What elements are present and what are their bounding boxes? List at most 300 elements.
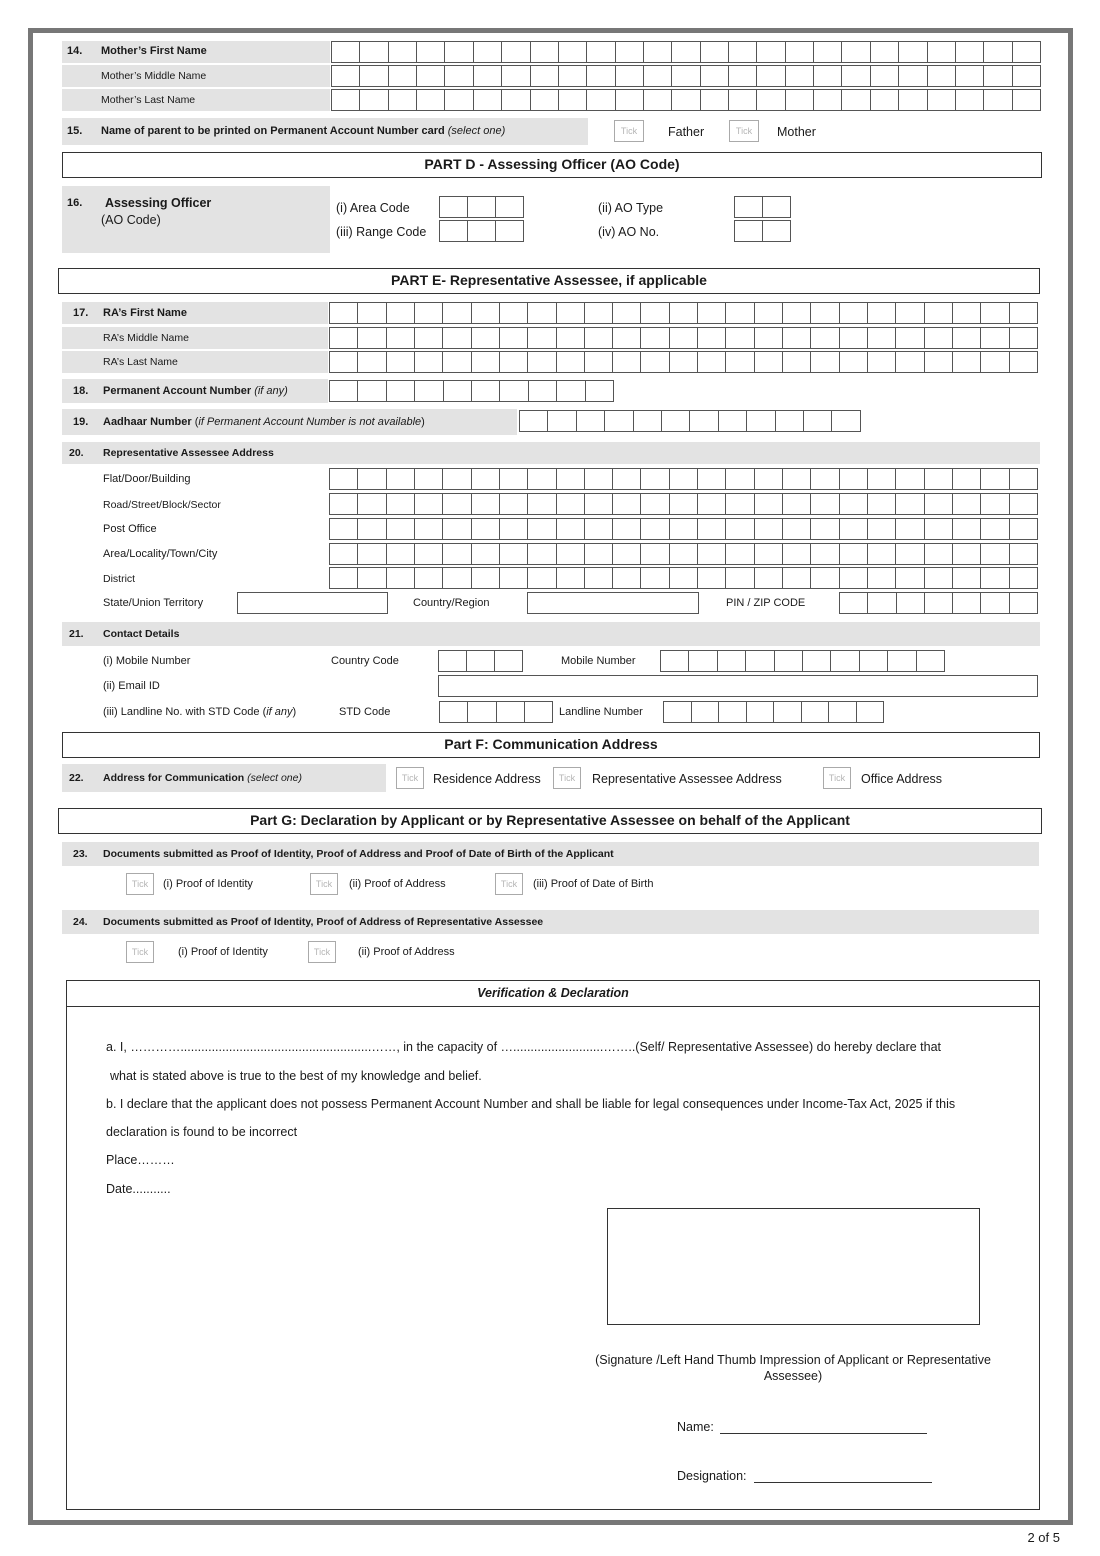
char-box[interactable] — [530, 89, 559, 111]
char-box[interactable] — [867, 327, 896, 349]
char-box[interactable] — [895, 493, 924, 515]
char-box[interactable] — [895, 327, 924, 349]
char-box[interactable] — [785, 89, 814, 111]
char-box[interactable] — [357, 327, 386, 349]
char-box[interactable] — [1012, 65, 1041, 87]
char-box[interactable] — [357, 468, 386, 490]
char-box[interactable] — [386, 493, 415, 515]
char-box[interactable] — [839, 518, 868, 540]
char-box[interactable] — [471, 543, 500, 565]
char-box[interactable] — [661, 410, 690, 432]
char-box[interactable] — [867, 351, 896, 373]
residence-tickbox[interactable]: Tick — [396, 767, 424, 789]
char-box[interactable] — [952, 302, 981, 324]
char-box[interactable] — [924, 468, 953, 490]
char-box[interactable] — [329, 567, 358, 589]
char-box[interactable] — [643, 89, 672, 111]
q24-address-tickbox[interactable]: Tick — [308, 941, 336, 963]
char-box[interactable] — [499, 468, 528, 490]
char-box[interactable] — [527, 302, 556, 324]
char-box[interactable] — [839, 567, 868, 589]
char-box[interactable] — [697, 567, 726, 589]
char-box[interactable] — [952, 567, 981, 589]
char-box[interactable] — [980, 351, 1009, 373]
char-box[interactable] — [828, 701, 857, 723]
char-box[interactable] — [444, 65, 473, 87]
char-box[interactable] — [980, 468, 1009, 490]
char-box[interactable] — [867, 592, 896, 614]
char-box[interactable] — [754, 327, 783, 349]
char-box[interactable] — [501, 65, 530, 87]
char-box[interactable] — [813, 41, 842, 63]
char-box[interactable] — [887, 650, 916, 672]
char-box[interactable] — [782, 351, 811, 373]
char-box[interactable] — [839, 592, 868, 614]
char-box[interactable] — [496, 701, 525, 723]
char-box[interactable] — [700, 89, 729, 111]
char-box[interactable] — [895, 567, 924, 589]
char-box[interactable] — [527, 518, 556, 540]
char-box[interactable] — [499, 302, 528, 324]
char-box[interactable] — [839, 327, 868, 349]
char-box[interactable] — [329, 543, 358, 565]
char-box[interactable] — [471, 351, 500, 373]
char-box[interactable] — [357, 543, 386, 565]
char-box[interactable] — [640, 327, 669, 349]
char-box[interactable] — [584, 327, 613, 349]
char-box[interactable] — [1009, 351, 1038, 373]
char-box[interactable] — [895, 468, 924, 490]
char-box[interactable] — [839, 543, 868, 565]
char-box[interactable] — [669, 518, 698, 540]
char-box[interactable] — [640, 468, 669, 490]
char-box[interactable] — [980, 543, 1009, 565]
char-box[interactable] — [501, 41, 530, 63]
char-box[interactable] — [754, 493, 783, 515]
char-box[interactable] — [669, 302, 698, 324]
char-box[interactable] — [556, 351, 585, 373]
area-code-boxes[interactable] — [439, 196, 524, 218]
mother-last-name-boxes[interactable] — [331, 89, 1041, 111]
char-box[interactable] — [329, 518, 358, 540]
char-box[interactable] — [527, 493, 556, 515]
char-box[interactable] — [756, 41, 785, 63]
char-box[interactable] — [697, 493, 726, 515]
char-box[interactable] — [501, 89, 530, 111]
char-box[interactable] — [700, 41, 729, 63]
char-box[interactable] — [924, 567, 953, 589]
char-box[interactable] — [633, 410, 662, 432]
char-box[interactable] — [556, 518, 585, 540]
char-box[interactable] — [329, 493, 358, 515]
ao-type-boxes[interactable] — [734, 196, 791, 218]
char-box[interactable] — [671, 65, 700, 87]
char-box[interactable] — [386, 468, 415, 490]
char-box[interactable] — [728, 65, 757, 87]
ra-aadhaar-boxes[interactable] — [519, 410, 861, 432]
char-box[interactable] — [734, 220, 763, 242]
char-box[interactable] — [442, 567, 471, 589]
char-box[interactable] — [810, 327, 839, 349]
char-box[interactable] — [870, 41, 899, 63]
char-box[interactable] — [691, 701, 720, 723]
char-box[interactable] — [725, 468, 754, 490]
char-box[interactable] — [388, 41, 417, 63]
char-box[interactable] — [663, 701, 692, 723]
char-box[interactable] — [725, 493, 754, 515]
char-box[interactable] — [671, 89, 700, 111]
char-box[interactable] — [414, 468, 443, 490]
char-box[interactable] — [671, 41, 700, 63]
place-label[interactable]: Place……… — [106, 1153, 175, 1167]
char-box[interactable] — [612, 302, 641, 324]
char-box[interactable] — [952, 468, 981, 490]
char-box[interactable] — [473, 41, 502, 63]
char-box[interactable] — [895, 351, 924, 373]
char-box[interactable] — [831, 410, 860, 432]
char-box[interactable] — [774, 650, 803, 672]
char-box[interactable] — [499, 493, 528, 515]
char-box[interactable] — [442, 518, 471, 540]
char-box[interactable] — [471, 302, 500, 324]
signature-box[interactable] — [607, 1208, 980, 1325]
char-box[interactable] — [810, 302, 839, 324]
char-box[interactable] — [924, 327, 953, 349]
char-box[interactable] — [414, 518, 443, 540]
char-box[interactable] — [895, 302, 924, 324]
char-box[interactable] — [386, 567, 415, 589]
q23-address-tickbox[interactable]: Tick — [310, 873, 338, 895]
char-box[interactable] — [841, 41, 870, 63]
char-box[interactable] — [775, 410, 804, 432]
char-box[interactable] — [414, 302, 443, 324]
char-box[interactable] — [615, 65, 644, 87]
char-box[interactable] — [1009, 327, 1038, 349]
char-box[interactable] — [810, 351, 839, 373]
ao-no-boxes[interactable] — [734, 220, 791, 242]
char-box[interactable] — [495, 220, 524, 242]
state-field[interactable] — [237, 592, 388, 614]
char-box[interactable] — [725, 543, 754, 565]
char-box[interactable] — [640, 493, 669, 515]
char-box[interactable] — [927, 41, 956, 63]
q23-dob-tickbox[interactable]: Tick — [495, 873, 523, 895]
char-box[interactable] — [584, 493, 613, 515]
char-box[interactable] — [584, 518, 613, 540]
char-box[interactable] — [584, 468, 613, 490]
char-box[interactable] — [688, 650, 717, 672]
char-box[interactable] — [640, 543, 669, 565]
char-box[interactable] — [773, 701, 802, 723]
char-box[interactable] — [952, 543, 981, 565]
char-box[interactable] — [359, 65, 388, 87]
char-box[interactable] — [782, 518, 811, 540]
char-box[interactable] — [756, 65, 785, 87]
char-box[interactable] — [955, 41, 984, 63]
char-box[interactable] — [640, 351, 669, 373]
char-box[interactable] — [615, 41, 644, 63]
char-box[interactable] — [746, 701, 775, 723]
mobile-number-boxes[interactable] — [660, 650, 945, 672]
char-box[interactable] — [530, 41, 559, 63]
char-box[interactable] — [810, 518, 839, 540]
char-box[interactable] — [527, 567, 556, 589]
char-box[interactable] — [556, 302, 585, 324]
char-box[interactable] — [898, 89, 927, 111]
char-box[interactable] — [584, 351, 613, 373]
char-box[interactable] — [556, 468, 585, 490]
char-box[interactable] — [725, 518, 754, 540]
char-box[interactable] — [499, 351, 528, 373]
char-box[interactable] — [754, 302, 783, 324]
char-box[interactable] — [495, 196, 524, 218]
std-code-boxes[interactable] — [439, 701, 553, 723]
char-box[interactable] — [867, 468, 896, 490]
char-box[interactable] — [697, 351, 726, 373]
char-box[interactable] — [980, 493, 1009, 515]
char-box[interactable] — [527, 351, 556, 373]
char-box[interactable] — [955, 89, 984, 111]
char-box[interactable] — [725, 567, 754, 589]
char-box[interactable] — [782, 543, 811, 565]
char-box[interactable] — [585, 380, 614, 402]
char-box[interactable] — [471, 468, 500, 490]
ra-last-name-boxes[interactable] — [329, 351, 1038, 373]
char-box[interactable] — [388, 89, 417, 111]
char-box[interactable] — [697, 327, 726, 349]
char-box[interactable] — [386, 327, 415, 349]
char-box[interactable] — [612, 493, 641, 515]
char-box[interactable] — [442, 468, 471, 490]
char-box[interactable] — [841, 89, 870, 111]
char-box[interactable] — [952, 518, 981, 540]
q23-identity-tickbox[interactable]: Tick — [126, 873, 154, 895]
char-box[interactable] — [898, 41, 927, 63]
q24-identity-tickbox[interactable]: Tick — [126, 941, 154, 963]
char-box[interactable] — [524, 701, 553, 723]
char-box[interactable] — [745, 650, 774, 672]
name-line[interactable] — [720, 1433, 927, 1434]
char-box[interactable] — [416, 89, 445, 111]
char-box[interactable] — [612, 543, 641, 565]
mother-tickbox[interactable]: Tick — [729, 120, 759, 142]
char-box[interactable] — [895, 543, 924, 565]
char-box[interactable] — [467, 220, 496, 242]
char-box[interactable] — [357, 518, 386, 540]
char-box[interactable] — [386, 302, 415, 324]
char-box[interactable] — [386, 380, 415, 402]
char-box[interactable] — [1012, 89, 1041, 111]
char-box[interactable] — [414, 351, 443, 373]
char-box[interactable] — [444, 89, 473, 111]
char-box[interactable] — [856, 701, 885, 723]
char-box[interactable] — [669, 493, 698, 515]
char-box[interactable] — [697, 468, 726, 490]
char-box[interactable] — [810, 468, 839, 490]
char-box[interactable] — [669, 567, 698, 589]
char-box[interactable] — [754, 567, 783, 589]
char-box[interactable] — [439, 196, 468, 218]
char-box[interactable] — [756, 89, 785, 111]
ra-address-tickbox[interactable]: Tick — [553, 767, 581, 789]
char-box[interactable] — [782, 567, 811, 589]
char-box[interactable] — [615, 89, 644, 111]
pin-boxes[interactable] — [839, 592, 1038, 614]
char-box[interactable] — [952, 592, 981, 614]
ra-middle-name-boxes[interactable] — [329, 327, 1038, 349]
char-box[interactable] — [359, 41, 388, 63]
char-box[interactable] — [359, 89, 388, 111]
char-box[interactable] — [439, 701, 468, 723]
char-box[interactable] — [1009, 302, 1038, 324]
char-box[interactable] — [499, 327, 528, 349]
char-box[interactable] — [612, 468, 641, 490]
char-box[interactable] — [329, 468, 358, 490]
char-box[interactable] — [576, 410, 605, 432]
char-box[interactable] — [439, 220, 468, 242]
char-box[interactable] — [467, 701, 496, 723]
char-box[interactable] — [754, 518, 783, 540]
char-box[interactable] — [357, 380, 386, 402]
char-box[interactable] — [584, 567, 613, 589]
char-box[interactable] — [867, 518, 896, 540]
char-box[interactable] — [519, 410, 548, 432]
char-box[interactable] — [584, 543, 613, 565]
post-office-boxes[interactable] — [329, 518, 1038, 540]
char-box[interactable] — [700, 65, 729, 87]
char-box[interactable] — [803, 410, 832, 432]
date-label[interactable]: Date........... — [106, 1182, 171, 1196]
char-box[interactable] — [955, 65, 984, 87]
char-box[interactable] — [924, 518, 953, 540]
char-box[interactable] — [802, 650, 831, 672]
char-box[interactable] — [927, 89, 956, 111]
char-box[interactable] — [839, 302, 868, 324]
char-box[interactable] — [762, 220, 791, 242]
char-box[interactable] — [734, 196, 763, 218]
char-box[interactable] — [1009, 543, 1038, 565]
char-box[interactable] — [499, 567, 528, 589]
char-box[interactable] — [331, 41, 360, 63]
char-box[interactable] — [813, 65, 842, 87]
char-box[interactable] — [331, 65, 360, 87]
char-box[interactable] — [414, 567, 443, 589]
char-box[interactable] — [442, 493, 471, 515]
char-box[interactable] — [669, 468, 698, 490]
char-box[interactable] — [697, 302, 726, 324]
char-box[interactable] — [442, 543, 471, 565]
char-box[interactable] — [558, 41, 587, 63]
char-box[interactable] — [444, 41, 473, 63]
flat-boxes[interactable] — [329, 468, 1038, 490]
char-box[interactable] — [896, 592, 925, 614]
char-box[interactable] — [697, 518, 726, 540]
char-box[interactable] — [782, 302, 811, 324]
char-box[interactable] — [499, 518, 528, 540]
char-box[interactable] — [810, 567, 839, 589]
char-box[interactable] — [329, 351, 358, 373]
char-box[interactable] — [830, 650, 859, 672]
char-box[interactable] — [471, 518, 500, 540]
char-box[interactable] — [983, 89, 1012, 111]
char-box[interactable] — [867, 493, 896, 515]
char-box[interactable] — [530, 65, 559, 87]
char-box[interactable] — [443, 380, 472, 402]
char-box[interactable] — [416, 41, 445, 63]
char-box[interactable] — [584, 302, 613, 324]
char-box[interactable] — [801, 701, 830, 723]
char-box[interactable] — [859, 650, 888, 672]
char-box[interactable] — [746, 410, 775, 432]
char-box[interactable] — [839, 351, 868, 373]
char-box[interactable] — [867, 567, 896, 589]
char-box[interactable] — [980, 567, 1009, 589]
char-box[interactable] — [329, 380, 358, 402]
char-box[interactable] — [527, 468, 556, 490]
char-box[interactable] — [416, 65, 445, 87]
char-box[interactable] — [952, 327, 981, 349]
char-box[interactable] — [762, 196, 791, 218]
char-box[interactable] — [1009, 468, 1038, 490]
char-box[interactable] — [983, 41, 1012, 63]
char-box[interactable] — [331, 89, 360, 111]
char-box[interactable] — [357, 567, 386, 589]
char-box[interactable] — [442, 302, 471, 324]
char-box[interactable] — [1009, 518, 1038, 540]
char-box[interactable] — [494, 650, 523, 672]
char-box[interactable] — [357, 302, 386, 324]
father-tickbox[interactable]: Tick — [614, 120, 644, 142]
char-box[interactable] — [725, 351, 754, 373]
char-box[interactable] — [473, 89, 502, 111]
district-boxes[interactable] — [329, 567, 1038, 589]
char-box[interactable] — [754, 351, 783, 373]
ra-pan-boxes[interactable] — [329, 380, 614, 402]
char-box[interactable] — [586, 65, 615, 87]
email-field[interactable] — [438, 675, 1038, 697]
char-box[interactable] — [839, 493, 868, 515]
char-box[interactable] — [442, 351, 471, 373]
char-box[interactable] — [612, 327, 641, 349]
char-box[interactable] — [1009, 592, 1038, 614]
char-box[interactable] — [927, 65, 956, 87]
char-box[interactable] — [643, 65, 672, 87]
char-box[interactable] — [785, 41, 814, 63]
char-box[interactable] — [841, 65, 870, 87]
char-box[interactable] — [718, 410, 747, 432]
char-box[interactable] — [556, 493, 585, 515]
designation-line[interactable] — [754, 1482, 932, 1483]
char-box[interactable] — [471, 493, 500, 515]
char-box[interactable] — [329, 327, 358, 349]
char-box[interactable] — [867, 302, 896, 324]
char-box[interactable] — [357, 351, 386, 373]
char-box[interactable] — [442, 327, 471, 349]
char-box[interactable] — [527, 327, 556, 349]
char-box[interactable] — [810, 493, 839, 515]
char-box[interactable] — [669, 351, 698, 373]
char-box[interactable] — [612, 518, 641, 540]
char-box[interactable] — [640, 302, 669, 324]
char-box[interactable] — [725, 327, 754, 349]
char-box[interactable] — [728, 41, 757, 63]
char-box[interactable] — [640, 518, 669, 540]
char-box[interactable] — [414, 543, 443, 565]
landline-number-boxes[interactable] — [663, 701, 884, 723]
char-box[interactable] — [471, 380, 500, 402]
char-box[interactable] — [556, 567, 585, 589]
char-box[interactable] — [471, 327, 500, 349]
